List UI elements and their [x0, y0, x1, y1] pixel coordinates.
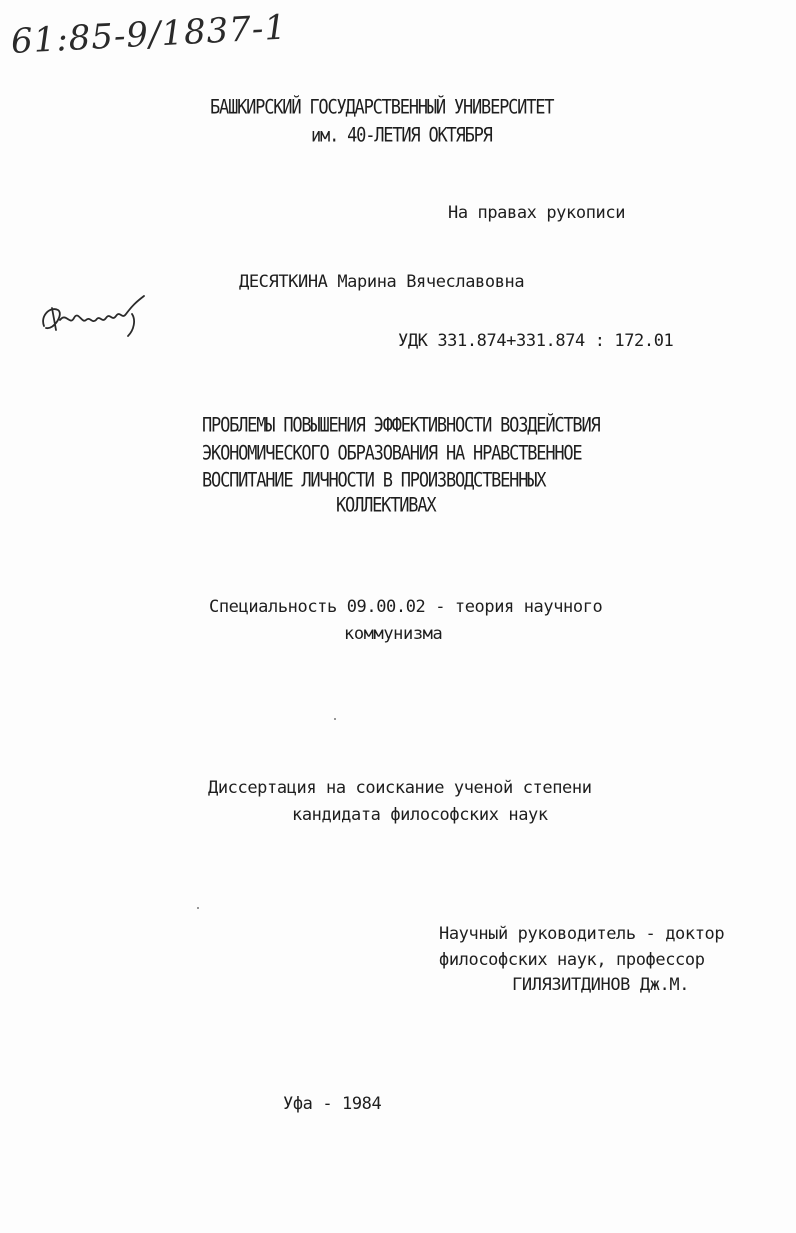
supervisor-line-2: философских наук, профессор	[439, 950, 705, 970]
place-and-year: Уфа - 1984	[283, 1094, 382, 1114]
university-name: БАШКИРСКИЙ ГОСУДАРСТВЕННЫЙ УНИВЕРСИТЕТ	[210, 96, 554, 119]
degree-line-2: кандидата философских наук	[292, 805, 548, 825]
title-line-4: КОЛЛЕКТИВАХ	[336, 494, 436, 517]
degree-line-1: Диссертация на соискание ученой степени	[208, 778, 592, 798]
archive-handwritten-mark: 61:85-9/1837-1	[10, 7, 288, 62]
scan-speck	[197, 907, 199, 909]
specialty-line-2: коммунизма	[344, 624, 443, 644]
manuscript-rights-note: На правах рукописи	[448, 203, 626, 223]
university-dedication: им. 40-ЛЕТИЯ ОКТЯБРЯ	[311, 124, 492, 147]
title-line-1: ПРОБЛЕМЫ ПОВЫШЕНИЯ ЭФФЕКТИВНОСТИ ВОЗДЕЙСТВИЯ	[202, 414, 600, 437]
udc-code: УДК 331.874+331.874 : 172.01	[398, 331, 674, 351]
specialty-line-1: Специальность 09.00.02 - теория научного	[209, 597, 603, 617]
supervisor-line-3: ГИЛЯЗИТДИНОВ Дж.М.	[512, 975, 690, 995]
author-name: ДЕСЯТКИНА Марина Вячеславовна	[239, 272, 525, 292]
scan-speck	[334, 718, 336, 720]
handwritten-signature	[36, 286, 166, 346]
title-line-3: ВОСПИТАНИЕ ЛИЧНОСТИ В ПРОИЗВОДСТВЕННЫХ	[202, 469, 546, 492]
supervisor-line-1: Научный руководитель - доктор	[439, 924, 725, 944]
title-line-2: ЭКОНОМИЧЕСКОГО ОБРАЗОВАНИЯ НА НРАВСТВЕННОЕ	[202, 442, 582, 465]
